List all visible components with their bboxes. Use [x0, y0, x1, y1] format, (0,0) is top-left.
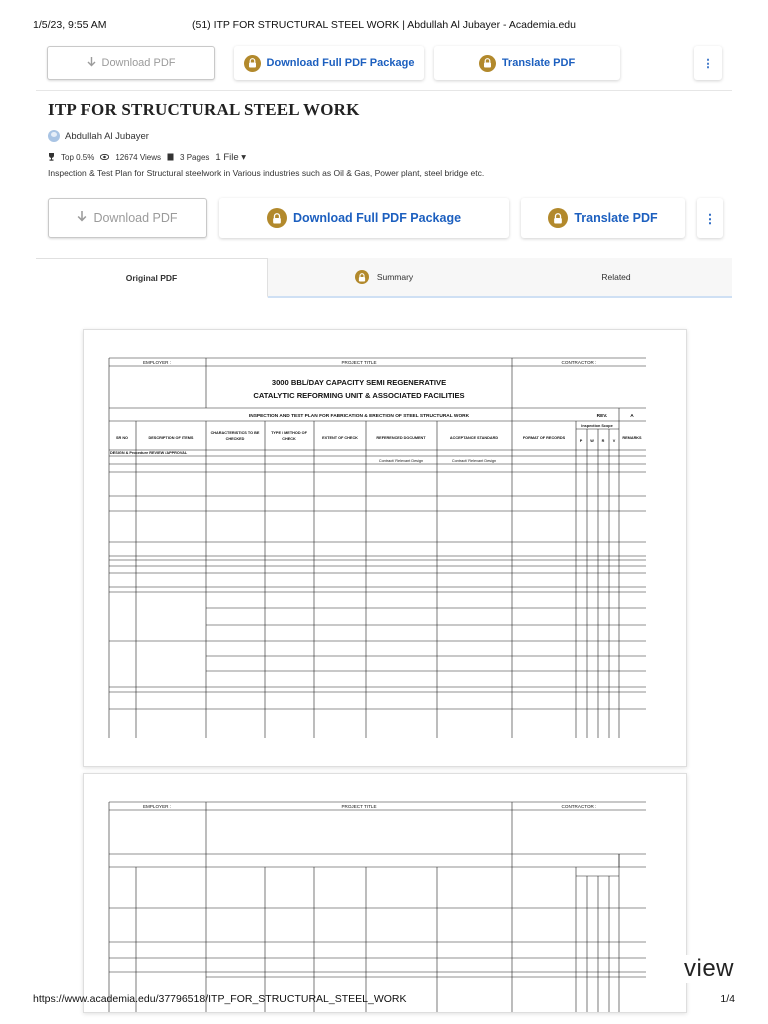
- download-package-label: Download Full PDF Package: [266, 57, 415, 69]
- tab-label: Summary: [376, 272, 414, 282]
- pdf-page-2[interactable]: [83, 773, 687, 1013]
- employer-label: EMPLOYER :: [142, 360, 172, 365]
- translate-pdf-label: Translate PDF: [501, 57, 576, 69]
- document-title: ITP FOR STRUCTURAL STEEL WORK: [48, 100, 360, 119]
- col-description: DESCRIPTION OF ITEMS: [148, 436, 194, 440]
- col-type: TYPE / METHOD OF: [271, 431, 307, 435]
- col-w: W: [590, 439, 594, 443]
- itp-sheet-page-2: [84, 774, 687, 1013]
- pages-icon: [167, 153, 174, 163]
- download-arrow-icon: [77, 211, 87, 225]
- download-pdf-button[interactable]: [48, 198, 207, 238]
- kebab-icon: ⋮: [702, 57, 714, 70]
- sheet-heading-line1: 3000 BBL/DAY CAPACITY SEMI REGENERATIVE: [271, 378, 447, 387]
- more-options-button[interactable]: [697, 198, 723, 238]
- document-tabs: [36, 258, 732, 298]
- col-type-2: CHECK: [282, 437, 296, 441]
- rev-label: REV.: [596, 414, 608, 419]
- section-label: DESIGN & Procedure REVIEW /APPROVAL: [110, 451, 188, 455]
- eye-icon: [100, 153, 109, 162]
- document-description: Inspection & Test Plan for Structural steelwork in Various industries such as Oil & Gas, Power plant, steel bridge etc.: [48, 168, 485, 178]
- download-pdf-label: Download PDF: [93, 211, 178, 225]
- top-percent: Top 0.5%: [61, 153, 95, 162]
- download-pdf-button[interactable]: [47, 46, 215, 80]
- employer-label: EMPLOYER :: [142, 804, 172, 809]
- col-characteristics: CHARACTERISTICS TO BE: [210, 431, 260, 435]
- col-extent: EXTENT OF CHECK: [322, 436, 358, 440]
- col-r: R: [601, 439, 605, 443]
- toolbar-divider: [36, 90, 732, 91]
- trophy-icon: [48, 153, 55, 163]
- translate-pdf-button[interactable]: [521, 198, 685, 238]
- sheet-heading-line2: CATALYTIC REFORMING UNIT & ASSOCIATED FACILITIES: [253, 391, 465, 400]
- more-options-button[interactable]: [694, 46, 722, 80]
- download-package-button[interactable]: [234, 46, 424, 80]
- col-sr-no: SR NO: [115, 436, 129, 440]
- page-count: 3 Pages: [180, 153, 210, 162]
- col-acceptance: ACCEPTANCE STANDARD: [449, 436, 499, 440]
- translate-pdf-label: Translate PDF: [574, 211, 658, 225]
- pdf-page-1[interactable]: [83, 329, 687, 767]
- acceptance-cell: Contract/ Relevant Design: [451, 459, 497, 463]
- download-package-label: Download Full PDF Package: [292, 211, 462, 225]
- print-page-number: 1/4: [720, 993, 735, 1005]
- project-title-label: PROJECT TITLE: [341, 804, 377, 809]
- col-format: FORMAT OF RECORDS: [522, 436, 566, 440]
- avatar: [48, 130, 60, 142]
- file-dropdown[interactable]: 1 File ▾: [215, 152, 247, 163]
- reference-cell: Contract/ Relevant Design: [378, 459, 424, 463]
- contractor-label: CONTRACTOR :: [561, 360, 597, 365]
- download-pdf-label: Download PDF: [101, 57, 176, 69]
- print-page-title: (51) ITP FOR STRUCTURAL STEEL WORK | Abdullah Al Jubayer - Academia.edu: [192, 19, 576, 31]
- col-inspection-scope: Inspection Scope: [581, 424, 613, 428]
- view-count: 12674 Views: [115, 153, 162, 162]
- lock-icon: [355, 270, 369, 284]
- col-p: P: [579, 439, 583, 443]
- print-header: [33, 19, 735, 33]
- print-footer: [33, 993, 735, 1007]
- lock-icon: [479, 55, 496, 72]
- tab-related[interactable]: [500, 258, 732, 298]
- print-url: https://www.academia.edu/37796518/ITP_FOR_STRUCTURAL_STEEL_WORK: [33, 993, 407, 1005]
- tab-summary[interactable]: [268, 258, 500, 298]
- col-characteristics-2: CHECKED: [225, 437, 245, 441]
- contractor-label: CONTRACTOR :: [561, 804, 597, 809]
- author-name[interactable]: Abdullah Al Jubayer: [65, 130, 149, 142]
- project-title-label: PROJECT TITLE: [341, 360, 377, 365]
- document-stats: [48, 152, 246, 163]
- lock-icon: [244, 55, 261, 72]
- col-remarks: REMARKS: [622, 436, 642, 440]
- lock-icon: [548, 208, 568, 228]
- itp-title: INSPECTION AND TEST PLAN FOR FABRICATION & ERECTION OF STEEL STRUCTURAL WORK: [248, 414, 470, 419]
- author-row[interactable]: [48, 130, 149, 142]
- tab-original-pdf[interactable]: [36, 258, 268, 298]
- rev-value: A: [630, 414, 634, 419]
- kebab-icon: ⋮: [703, 211, 717, 226]
- tab-label: Original PDF: [125, 272, 178, 283]
- col-reference: REFERENCED DOCUMENT: [376, 436, 426, 440]
- translate-pdf-button[interactable]: [434, 46, 620, 80]
- preview-overlay-text: view: [680, 955, 738, 983]
- download-package-button[interactable]: [219, 198, 509, 238]
- print-timestamp: 1/5/23, 9:55 AM: [33, 19, 107, 31]
- lock-icon: [267, 208, 287, 228]
- download-arrow-icon: [87, 57, 96, 70]
- tab-label: Related: [601, 272, 631, 282]
- itp-sheet-page-1: [84, 330, 687, 767]
- col-v: V: [612, 439, 616, 443]
